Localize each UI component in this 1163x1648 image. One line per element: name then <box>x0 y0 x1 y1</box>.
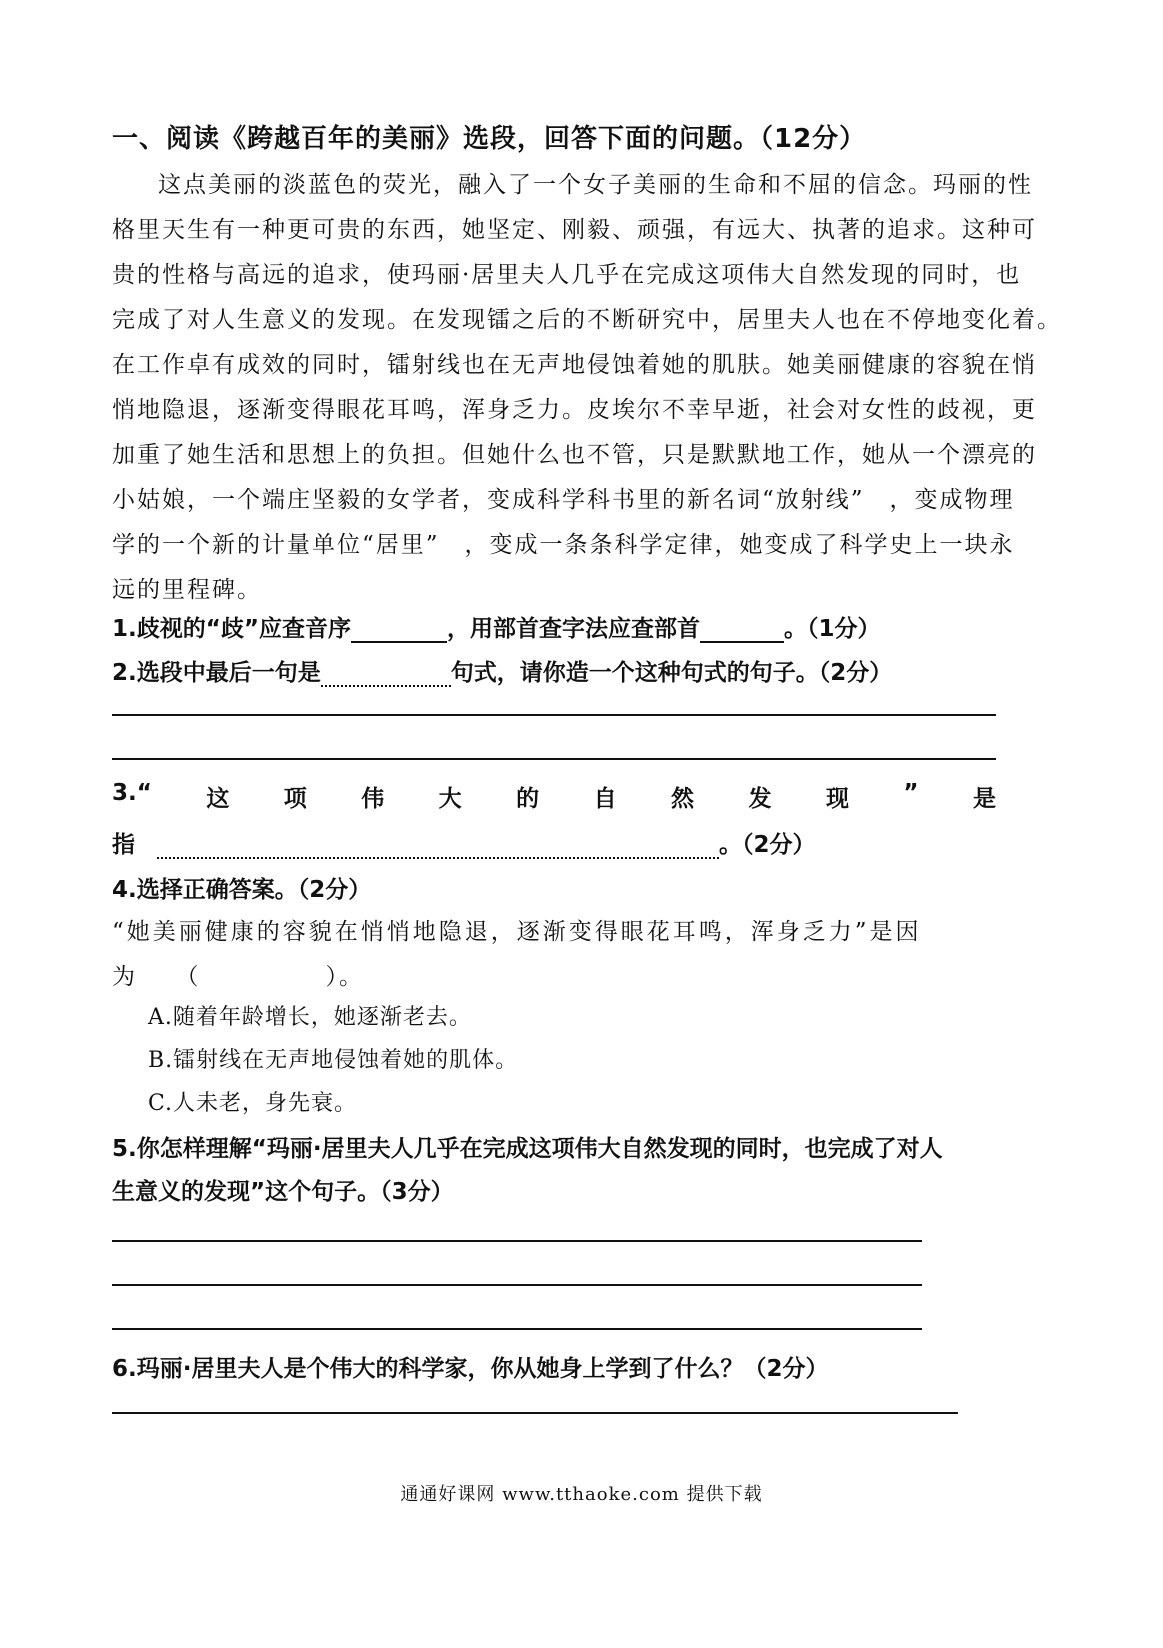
question-3-char: 现 <box>825 786 849 812</box>
passage-line: 悄地隐退，逐渐变得眼花耳鸣，浑身乏力。皮埃尔不幸早逝，社会对女性的歧视，更 <box>112 397 1037 423</box>
question-3-text-a: 指 <box>112 832 135 858</box>
answer-blank-yinxu[interactable] <box>351 617 447 643</box>
passage-line: 小姑娘，一个端庄坚毅的女学者，变成科学科书里的新名词“放射线” ，变成物理 <box>112 487 1015 513</box>
question-1-text-a: 1.歧视的“歧”应查音序 <box>112 616 351 642</box>
answer-blank-discovery[interactable] <box>157 833 719 859</box>
question-3-char: 然 <box>671 786 695 812</box>
question-3-line-2 <box>112 826 816 859</box>
passage-line: 这点美丽的淡蓝色的荧光，融入了一个女子美丽的生命和不屈的信念。玛丽的性 <box>158 172 1033 198</box>
question-3-line-1 <box>112 780 996 813</box>
answer-line[interactable] <box>112 1284 922 1286</box>
question-5-line: 5.你怎样理解“玛丽·居里夫人几乎在完成这项伟大自然发现的同时，也完成了对人 <box>112 1136 943 1162</box>
page-footer: 通通好课网 www.tthaoke.com 提供下载 <box>400 1484 763 1505</box>
question-6: 6.玛丽·居里夫人是个伟大的科学家，你从她身上学到了什么？（2分） <box>112 1356 829 1382</box>
question-3-char: 项 <box>283 786 307 812</box>
question-4-stem-line: “她美丽健康的容貌在悄悄地隐退，逐渐变得眼花耳鸣，浑身乏力”是因 <box>112 919 922 945</box>
question-3-char: 这 <box>206 786 230 812</box>
question-2-text-a: 2.选段中最后一句是 <box>112 660 321 686</box>
answer-blank-sentence-type[interactable] <box>321 661 451 687</box>
question-5-line: 生意义的发现”这个句子。（3分） <box>112 1179 454 1205</box>
question-1-text-b: ，用部首查字法应查部首 <box>446 616 700 642</box>
passage-line: 学的一个新的计量单位“居里” ，变成一条条科学定律，她变成了科学史上一块永 <box>112 532 1015 558</box>
answer-line[interactable] <box>112 1328 922 1330</box>
question-3-text-b: 。（2分） <box>719 832 816 858</box>
question-1 <box>112 610 881 643</box>
question-3-char: 是 <box>972 786 996 812</box>
passage-line: 完成了对人生意义的发现。在发现镭之后的不断研究中，居里夫人也在不停地变化着。 <box>112 307 1062 333</box>
question-4-stem-line: 为 （ ）。 <box>112 964 364 990</box>
passage-line: 远的里程碑。 <box>112 577 262 603</box>
question-3-char: 伟 <box>361 786 385 812</box>
question-1-text-c: 。（1分） <box>783 616 881 642</box>
passage-line: 加重了她生活和思想上的负担。但她什么也不管，只是默默地工作，她从一个漂亮的 <box>112 442 1037 468</box>
answer-line[interactable] <box>112 758 996 760</box>
section-heading: 一、阅读《跨越百年的美丽》选段，回答下面的问题。（12分） <box>112 124 867 154</box>
answer-line[interactable] <box>112 1240 922 1242</box>
question-3-char: 发 <box>748 786 772 812</box>
question-3-char: 自 <box>593 786 617 812</box>
question-3-char: 3.“ <box>112 780 152 806</box>
passage-line: 贵的性格与高远的追求，使玛丽·居里夫人几乎在完成这项伟大自然发现的同时，也 <box>112 262 1022 288</box>
answer-blank-bushou[interactable] <box>700 617 784 643</box>
option-a[interactable]: A.随着年龄增长，她逐渐老去。 <box>148 1005 472 1030</box>
option-c[interactable]: C.人未老，身先衰。 <box>148 1091 358 1116</box>
question-4-title: 4.选择正确答案。（2分） <box>112 877 372 903</box>
question-2-text-b: 句式，请你造一个这种句式的句子。（2分） <box>450 660 893 686</box>
question-3-char: ” <box>903 780 919 806</box>
question-3-char: 的 <box>516 786 540 812</box>
question-2 <box>112 654 892 687</box>
answer-line[interactable] <box>112 714 996 716</box>
option-b[interactable]: B.镭射线在无声地侵蚀着她的肌体。 <box>148 1048 519 1073</box>
answer-line[interactable] <box>112 1412 958 1414</box>
passage-line: 在工作卓有成效的同时，镭射线也在无声地侵蚀着她的肌肤。她美丽健康的容貌在悄 <box>112 352 1037 378</box>
question-3-char: 大 <box>438 786 462 812</box>
passage-line: 格里天生有一种更可贵的东西，她坚定、刚毅、顽强，有远大、执著的追求。这种可 <box>112 217 1037 243</box>
